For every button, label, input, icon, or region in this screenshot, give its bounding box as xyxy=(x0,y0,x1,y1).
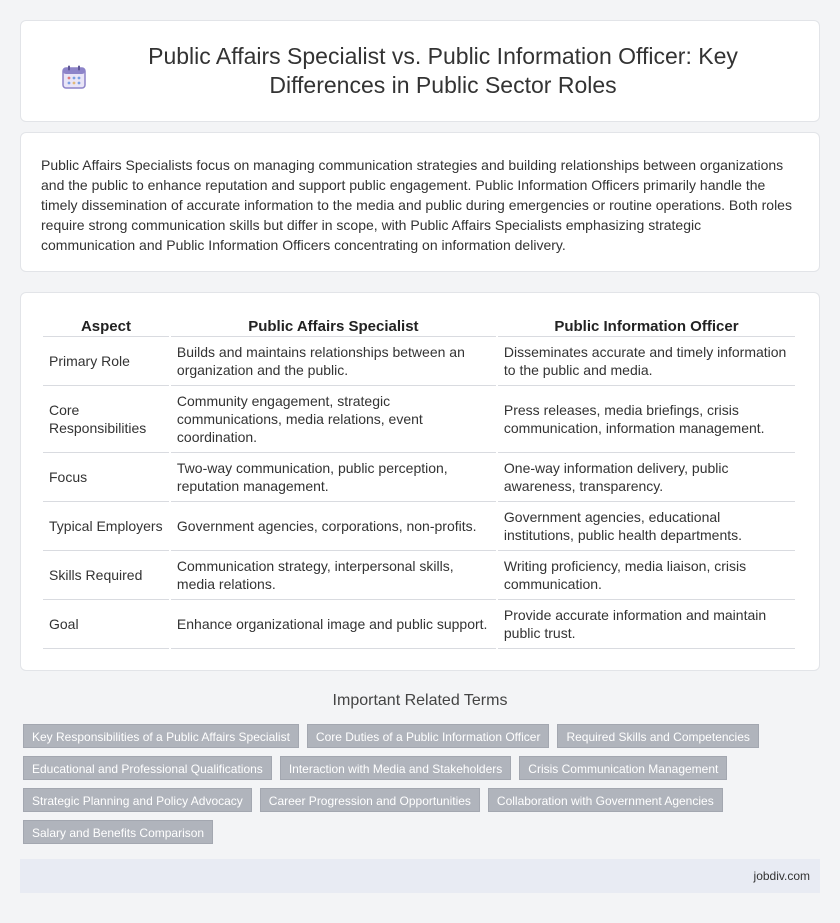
row-officer: Disseminates accurate and timely information to the public and media. xyxy=(498,337,795,386)
table-header-row xyxy=(43,315,795,337)
header-public-affairs-specialist: Public Affairs Specialist xyxy=(171,315,496,337)
table-row xyxy=(43,600,795,649)
footer xyxy=(20,859,820,893)
header-inner xyxy=(61,42,779,100)
row-aspect: Goal xyxy=(43,600,169,649)
page-title: Public Affairs Specialist vs. Public Information Officer: Key Differences in Public Sector Roles xyxy=(148,43,738,98)
footer-site-link[interactable]: jobdiv.com xyxy=(753,869,810,883)
row-aspect: Skills Required xyxy=(43,551,169,600)
related-tag[interactable]: Career Progression and Opportunities xyxy=(260,788,480,812)
comparison-table xyxy=(41,315,797,649)
row-specialist: Two-way communication, public perception, reputation management. xyxy=(171,453,496,502)
related-tag[interactable]: Interaction with Media and Stakeholders xyxy=(280,756,511,780)
related-tag[interactable]: Educational and Professional Qualifications xyxy=(23,756,272,780)
row-officer: Press releases, media briefings, crisis communication, information management. xyxy=(498,386,795,453)
calendar-icon xyxy=(61,64,87,90)
header-public-information-officer: Public Information Officer xyxy=(498,315,795,337)
row-officer: Writing proficiency, media liaison, crisis communication. xyxy=(498,551,795,600)
row-specialist: Community engagement, strategic communications, media relations, event coordination. xyxy=(171,386,496,453)
row-specialist: Government agencies, corporations, non-profits. xyxy=(171,502,496,551)
related-terms-list xyxy=(23,724,803,844)
comparison-card xyxy=(20,292,820,671)
related-tag[interactable]: Core Duties of a Public Information Officer xyxy=(307,724,550,748)
row-specialist: Enhance organizational image and public support. xyxy=(171,600,496,649)
row-aspect: Primary Role xyxy=(43,337,169,386)
table-row xyxy=(43,453,795,502)
row-officer: Provide accurate information and maintain public trust. xyxy=(498,600,795,649)
related-tag[interactable]: Required Skills and Competencies xyxy=(557,724,758,748)
row-aspect: Focus xyxy=(43,453,169,502)
header-card xyxy=(20,20,820,122)
table-row xyxy=(43,551,795,600)
header-aspect: Aspect xyxy=(43,315,169,337)
table-row xyxy=(43,502,795,551)
related-tag[interactable]: Collaboration with Government Agencies xyxy=(488,788,723,812)
related-tag[interactable]: Key Responsibilities of a Public Affairs Specialist xyxy=(23,724,299,748)
table-row xyxy=(43,386,795,453)
row-officer: One-way information delivery, public awareness, transparency. xyxy=(498,453,795,502)
row-specialist: Builds and maintains relationships between an organization and the public. xyxy=(171,337,496,386)
row-aspect: Typical Employers xyxy=(43,502,169,551)
intro-text: Public Affairs Specialists focus on managing communication strategies and building relationships between organizations and the public to enhance reputation and support public engagement. Public Information Officers primarily handle the timely dissemination of accurate information to the media and public during emergencies or routine operations. Both roles require strong communication skills but differ in scope, with Public Affairs Specialists emphasizing strategic communication and Public Information Officers concentrating on information delivery. xyxy=(41,157,792,253)
row-specialist: Communication strategy, interpersonal skills, media relations. xyxy=(171,551,496,600)
table-row xyxy=(43,337,795,386)
intro-card xyxy=(20,132,820,272)
row-aspect: Core Responsibilities xyxy=(43,386,169,453)
related-terms-title: Important Related Terms xyxy=(332,692,508,709)
related-tag[interactable]: Crisis Communication Management xyxy=(519,756,727,780)
row-officer: Government agencies, educational institutions, public health departments. xyxy=(498,502,795,551)
related-tag[interactable]: Salary and Benefits Comparison xyxy=(23,820,213,844)
related-tag[interactable]: Strategic Planning and Policy Advocacy xyxy=(23,788,252,812)
